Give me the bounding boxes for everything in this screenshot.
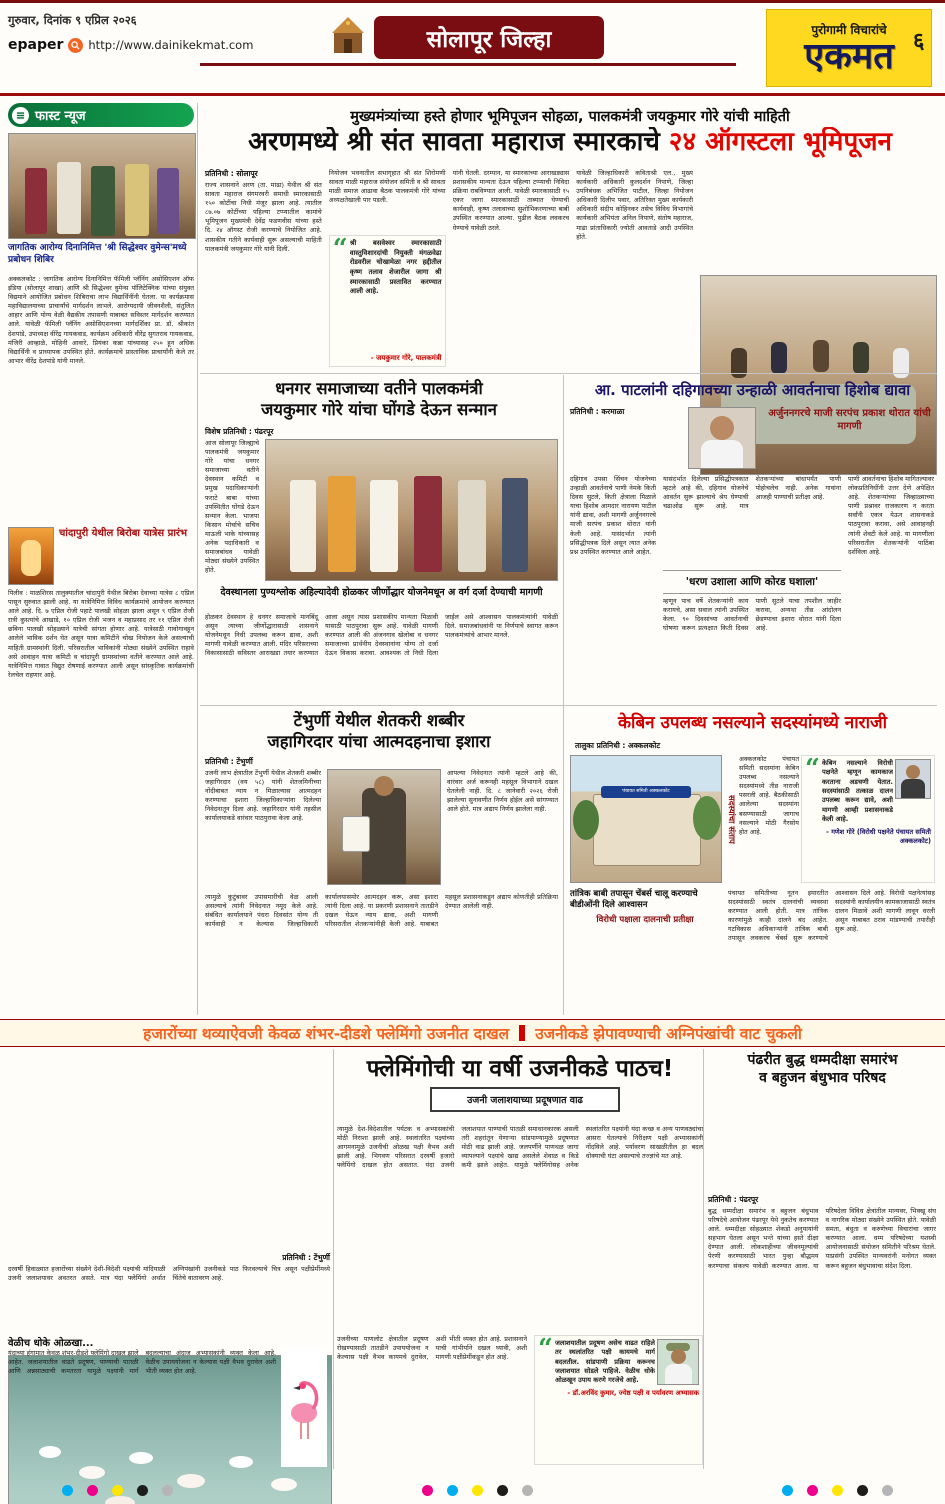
- fast-news-header: [8, 103, 194, 127]
- quote-mark-icon: “: [538, 1334, 553, 1364]
- portrait-head: [374, 776, 394, 796]
- buddha-cols: बुद्ध धम्मदीक्षा समारंभ व बहुजन बंधुभाव परिषदेचे आयोजन पंढरपूर येथे नुकतेच करण्यात आले. धम्मदीक्षा सोहळ्यात शेकडो अनुयायांनी सहभाग घेतला असून भन्ते यांच्या हस्ते दीक्षा देण्यात आली. लोकशाहीच्या जीवनमूल्यांची पेरणी करण्यासाठी भारत पुन्हा बौद्धमय करण्याचा संकल्प यावेळी करण्यात आला. या परिषदेला विविध क्षेत्रांतील मान्यवर, भिक्खू संघ व नागरिक मोठ्या संख्येने उपस्थित होते. यावेळी समता, बंधुता व करुणेच्या विचारांचा जागर करण्यात आला. धम्म परिषदेच्या यशस्वी आयोजनासाठी संयोजन समितीने परिश्रम घेतले. याप्रसंगी उपस्थित मान्यवरांनी मनोगत व्यक्त करून बहुजन बंधुभावाचा संदेश दिला.: [708, 1207, 936, 1270]
- dhangar-subhead: देवस्थानला पुण्यश्लोक अहिल्यादेवी होळकर जीर्णोद्धार योजनेमधून अ वर्ग दर्जा देण्याची मागणी: [220, 587, 543, 598]
- buddha-byline: प्रतिनिधी : पंढरपूर: [708, 1195, 759, 1204]
- patil-middle: [663, 475, 841, 701]
- color-dot-cyan: [447, 1485, 458, 1496]
- lead-col1: राज्य शासनाने अरण (ता. माढा) येथील श्री संत सावता महाराज संगमरवरी समाधी स्मारकासाठी १५० कोटींचा निधी मंजूर झाला आहे. त्यातील ८७.०७ कोटींच्या पहिल्या टप्प्यातील कामांचे भूमिपूजन मुख्यमंत्री देवेंद्र फडणवीस यांच्या हस्ते दि. २४ ऑगस्ट रोजी करण्याचे नियोजित आहे. शासकीय गतीने कार्यवाही सुरू असल्याची माहिती पालकमंत्री जयकुमार गोरे यांनी दिली.: [205, 181, 322, 253]
- flamingo-quote-box: [534, 1335, 703, 1465]
- flamingo-bottom-row: [337, 1335, 703, 1465]
- lead-quote-text: श्री बसवेश्वर स्मारकासाठी वास्तुविशारदांची नियुक्ती मंगळवेढा रोडवरील चोखामेळा नगर हद्दीतील कृष्ण तलाव शेजारील जागा श्री स्मारकासाठी प्रस्तावित करण्यात आली आहे.: [349, 239, 442, 296]
- color-dot-magenta: [87, 1485, 98, 1496]
- flamingo-cols: त्यामुळे देश-विदेशातील पर्यटक व अभ्यासकांची मोठी निराशा झाली आहे. स्थलांतरित पक्ष्यांच्या आगमनामुळे उजनीची ओळख पक्षी वैभव अशी झाली आहे. भिगवण परिसरात दरवर्षी हजारो फ्लेमिंगो दाखल होत असतात. यंदा उजनी जलाशयात पाण्याची पातळी समाधानकारक असली तरी शहरांतून येणाऱ्या सांडपाण्यामुळे प्रदूषणात मोठी वाढ झाली आहे. जलपर्णीने पाणथळ जागा व्यापल्याने पक्ष्यांचे खाद्य असलेले शेवाळ व किडे कमी झाले आहेत. यामुळे फ्लेमिंगोसह अनेक स्थलांतरित पक्ष्यांनी यंदा कच्छ व अन्य पाणवठ्यांचा आसरा घेतल्याचे निरीक्षण पक्षी अभ्यासकांनी नोंदविले आहे. पर्यावरण साखळीतील हा बदल धोक्याची घंटा असल्याचे तज्ज्ञांचे मत आहे.: [337, 1125, 703, 1170]
- flamingo-textB: यंदाच्या हंगामात केवळ शंभर-दीडशे फ्लेमिंगो दाखल झाले आहेत. जलाशयातील वाढते प्रदूषण, पाण्याची पातळी आणि अन्नसाठ्याची कमतरता यामुळे पक्ष्यांनी मार्ग बदलल्याचा अंदाज अभ्यासकांनी व्यक्त केला आहे. वेळीच उपाययोजना न केल्यास पक्षी वैभव दुरावेल अशी भीती व्यक्त होत आहे.: [8, 1349, 276, 1376]
- epaper-row: [8, 37, 253, 53]
- flamingo-bird: [177, 1474, 205, 1488]
- tree: [573, 800, 599, 840]
- person-figure: [25, 168, 47, 234]
- lead-byline: प्रतिनिधी : सोलापूर: [205, 169, 258, 178]
- patil-subrow: [570, 407, 935, 471]
- dhangar-left-col: आज सोलापूर जिल्ह्याचे पालकमंत्री जयकुमार गोरे यांचा धनगर समाजाच्या वतीने देवस्थान कमिटी व प्रमुख पदाधिकाऱ्यांनी फराटे बाबा यांच्या उपस्थितीत घोंगडे देऊन सन्मान केला. भाजपा किसान मोर्चाचे सचिव माऊली भाके यांच्यासह अनेक पदाधिकारी व समाजबांधव यावेळी मोठ्या संख्येने उपस्थित होते.: [205, 439, 259, 575]
- patil-colA: दहिगाव उपसा सिंचन योजनेच्या उन्हाळी आवर्तनाचे पाणी नेमके किती दिवस सुटले, किती क्षेत्राला मिळाले याचा हिशोब आमदार नारायण पाटील यांनी द्यावा, अशी मागणी अर्जुननगरचे माजी सरपंच प्रकाश थोरात यांनी केली आहे. यासंदर्भात त्यांनी प्रसिद्धीपत्रक दिले असून त्यात अनेक प्रश्न उपस्थित करण्यात आले आहेत.: [570, 475, 656, 556]
- quote-mark-icon: “: [332, 234, 348, 264]
- person-figure: [370, 480, 398, 572]
- portrait-shoulders: [701, 440, 743, 468]
- header-rule: [0, 93, 945, 96]
- dhangar-byline: विशेष प्रतिनिधी : पंढरपूर: [205, 427, 274, 436]
- lead-headline: [205, 127, 935, 158]
- fast-news-item2-body: पिलीव : माळशिरस तालुक्यातील चांदापुरी येथील बिरोबा देवाच्या यात्रेस ८ एप्रिल पासून सुरुवात झाली आहे. या यात्रेनिमित्त विविध कार्यक्रमांचे आयोजन करण्यात आले आहे. दि. ७ एप्रिल रोजी पहाटे पालखी सोहळा झाला असून ९ एप्रिल रोजी रात्री कुस्त्यांचे आखाडे, १० एप्रिल रोजी भजन व महाप्रसाद तर ११ एप्रिल रोजी छबिना पालखी सोहळ्याने यात्रेची सांगता होणार आहे. यात्रेसाठी गावोगावहून आलेले भाविक दर्शन घेत असून यात्रा कमिटीने चोख नियोजन केले असल्याची माहिती ग्रामस्थांनी दिली. परिसरातील भाविकांनी मोठ्या संख्येने उपस्थित राहावे असे आवाहन यात्रा कमिटी व चांदापुरी ग्रामस्थांच्या वतीने करण्यात आले आहे. यात्रेनिमित्त गावात विद्युत रोषणाई करण्यात आली असून सांस्कृतिक कार्यक्रमांची रेलचेल राहणार आहे.: [8, 589, 194, 679]
- list-icon: [12, 107, 29, 124]
- banner-right-text: उजनीकडे झेपावण्याची अग्निपंखांची वाट चुकली: [535, 1025, 802, 1043]
- person-figure: [91, 166, 115, 236]
- fast-news-photo: [8, 133, 196, 239]
- patil-col-top: यासंदर्भात दिलेल्या प्रसिद्धीपत्रकात म्हटले आहे की, दहिगाव योजनेचे आवर्तन सुरू झाल्याचे श्रेय घेण्याची चढाओढ सुरू आहे. मात्र शेतकऱ्यांच्या बांधापर्यंत पाणी पोहोचलेच नाही. अनेक गावांना आजही पाण्याची प्रतीक्षा आहे.: [663, 475, 841, 511]
- edition-underline: [200, 63, 736, 66]
- fast-news-item2: [8, 527, 194, 585]
- flamingo-byline: प्रतिनिधी : टेंभुर्णी: [282, 1253, 330, 1262]
- flamingo-quote-attr: - डॉ.अरविंद कुमार, ज्येष्ठ पक्षी व पर्यावरण अभ्यासक: [567, 1388, 699, 1397]
- buddha-headline-line1: पंढरीत बुद्ध धम्मदीक्षा समारंभ: [747, 1052, 898, 1068]
- cabin-bottom-row: [570, 889, 935, 1011]
- registration-marks-left: [62, 1485, 173, 1496]
- cabin-quote-text: केबिन नसल्याने विरोधी पक्षनेते म्हणून कामकाज करताना अडचणी येतात. सदस्यांसाठी तत्काळ दालन उपलब्ध करून द्यावे, अशी मागणी आम्ही प्रशासनाकडे केली आहे.: [821, 759, 893, 824]
- color-dot-gray: [882, 1485, 893, 1496]
- person-figure: [771, 342, 787, 374]
- color-dot-yellow: [832, 1485, 843, 1496]
- flamingo-bird: [105, 1496, 135, 1504]
- temple-logo-icon: [326, 15, 370, 59]
- person-figure: [414, 476, 442, 572]
- divider-bottom-2: [703, 1049, 704, 1469]
- masthead-box: [766, 9, 932, 87]
- cabin-portrait: [895, 759, 931, 799]
- lead-col2: नियोजन भवनातील सभागृहात श्री संत शिरोमणी सावता माळी महाराज संयोजन समिती व श्री सावता माळी समाज आढावा बैठक पालकमंत्री गोरे यांच्या अध्यक्षतेखाली पार पडली.: [328, 169, 446, 205]
- portrait-head: [710, 416, 734, 440]
- color-dot-gray: [162, 1485, 173, 1496]
- cabin-subheads: [570, 889, 720, 1011]
- cabin-headline: केबिन उपलब्ध नसल्याने सदस्यांमध्ये नाराजी: [618, 713, 887, 733]
- portrait-shoulders: [665, 1364, 692, 1384]
- dhangar-top: [205, 439, 558, 581]
- flamingo-box-subhead: उजनी जलाशयाच्या प्रदूषणात वाढ: [430, 1087, 620, 1112]
- patil-center-quote: 'धरण उशाला आणि कोरड घशाला': [663, 570, 841, 594]
- person-figure: [125, 164, 149, 236]
- color-dot-black: [137, 1485, 148, 1496]
- flamingo-illustration-icon: [281, 1349, 327, 1467]
- building-block: [593, 794, 701, 866]
- color-dot-black: [857, 1485, 868, 1496]
- patil-portrait-photo: [688, 407, 756, 469]
- flamingo-quote-text: जलाशयातील प्रदूषण असेच वाढत राहिले तर स्थलांतरित पक्षी कायमचे मार्ग बदलतील. सांडपाणी प्रक्रिया करूनच जलाशयात सोडले पाहिजे. वेळीच धोके ओळखून उपाय करणे गरजेचे आहे.: [554, 1339, 655, 1385]
- fast-news-title: फास्ट न्यूज: [35, 109, 86, 124]
- edition-title: सोलापूर जिल्हा: [426, 26, 552, 53]
- cabin-top: [570, 755, 935, 883]
- tembhurni-photo: [327, 769, 441, 885]
- portrait-head: [671, 1349, 686, 1364]
- patil-col-bottom: म्हणून पाच वर्षे शेतकऱ्यांनी काय करायचे, असा सवाल त्यांनी उपस्थित केला. ९० दिवसांच्या आवर्तनाची घोषणा करून प्रत्यक्षात किती दिवस पाणी सुटले याचा तपशील जाहीर करावा, अन्यथा तीव्र आंदोलन छेडण्याचा इशारा थोरात यांनी दिला आहे.: [663, 597, 841, 633]
- flamingo-col-bottom: उजनीच्या पाणलोट क्षेत्रातील प्रदूषण रोखण्यासाठी तातडीने उपाययोजना न केल्यास पक्षी वैभव कायमचे दुरावेल, अशी भीती व्यक्त होत आहे. प्रशासनाने याची गांभीर्याने दखल घ्यावी, अशी मागणी पक्षीप्रेमींकडून होत आहे.: [337, 1335, 527, 1362]
- document-paper: [342, 816, 370, 852]
- buddha-headline-line2: व बहुजन बंधुभाव परिषद: [759, 1070, 886, 1087]
- cabin-quote-attr: - गणेश गोरे (विरोधी पक्षनेते पंचायत समिती अक्कलकोट): [826, 827, 931, 845]
- cabin-sub2: विरोधी पक्षाला दालनाची प्रतीक्षा: [596, 915, 694, 926]
- patil-byline: प्रतिनिधी : करमाळा: [570, 407, 625, 416]
- tree: [693, 796, 721, 840]
- page-number: ६: [913, 29, 925, 54]
- tembhurni-bottom: त्यामुळे कुटुंबावर उपासमारीची वेळ आली असल्याचे त्यांनी निवेदनात नमूद केले आहे. संबंधित कार्यालयाने पंधरा दिवसांत योग्य ती कार्यवाही न केल्यास जिल्हाधिकारी कार्यालयासमोर आत्मदहन करू, असा इशारा त्यांनी दिला आहे. या प्रकरणी प्रशासनाने तातडीने दखल घेऊन न्याय द्यावा, अशी मागणी परिसरातील शेतकऱ्यांनीही केली आहे. याबाबत महसूल प्रशासनाकडून अद्याप कोणतीही प्रतिक्रिया देण्यात आलेली नाही.: [205, 893, 558, 929]
- masthead-tagline: पुरोगामी विचारांचे: [811, 22, 887, 37]
- tembhurni-headline-line2: जहागिरदार यांचा आत्मदहनाचा इशारा: [267, 731, 491, 751]
- portrait-shoulders: [901, 779, 925, 798]
- dhangar-headline-line1: धनगर समाजाच्या वतीने पालकमंत्री: [275, 379, 483, 398]
- banner-left-text: हजारोंच्या थव्याऐवजी केवळ शंभर-दीडशे फ्लेमिंगो उजनीत दाखल: [143, 1025, 510, 1043]
- divider-bottom-1: [333, 1049, 334, 1469]
- fast-news-item1-body: अक्कलकोट : जागतिक आरोग्य दिनानिमित्त फॅमिली प्लॅनिंग असोसिएशन ऑफ इंडिया (सोलापूर शाखा) आणि श्री सिद्धेश्वर वुमेन्स पॉलिटेक्निक यांच्या संयुक्त विद्यमाने आयोजित प्रबोधन शिबिराचा लाभ विद्यार्थिनींनी घेतला. या कार्यक्रमास महाविद्यालयाच्या प्राचार्यांचे मार्गदर्शन लाभले. आरोग्यदायी जीवनशैली, संतुलित आहार आणि योग्य वेळी वैद्यकीय तपासणी याबाबत सविस्तर मार्गदर्शन करण्यात आले. यावेळी फॅमिली प्लॅनिंग असोसिएशनच्या मार्गदर्शिका प्रा. डॉ. श्रीकांत देशपांडे, उपाध्यक्ष वीरेंद्र गायकवाड, कार्यक्रम अधिकारी वीरेंद्र सुगतराव गायकवाड, मंजिरी आव्हाळे, मोहिनी आवारे, प्रियंका कन्ना यांच्यासह २५० हून अधिक विद्यार्थिनी व प्राध्यापक उपस्थित होते. कार्यक्रमाचे प्रास्ताविक प्राचार्यांनी केले तर आभार वीरेंद्र देशपांडे यांनी मानले.: [8, 275, 194, 365]
- lead-col2-wrap: [329, 169, 446, 367]
- color-dot-yellow: [472, 1485, 483, 1496]
- lead-kicker: मुख्यमंत्र्यांच्या हस्ते होणार भूमिपूजन सोहळा, पालकमंत्री जयकुमार गोरे यांची माहिती: [350, 109, 790, 125]
- flamingo-headline: फ्लेमिंगोची या वर्षी उजनीकडे पाठच!: [366, 1056, 674, 1082]
- lead-headline-black: अरणमध्ये श्री संत सावता महाराज स्मारकाचे: [248, 127, 660, 157]
- divider-fastnews-main: [197, 103, 198, 1015]
- lead-col4: यावेळी जिल्हाधिकारी कविताश्री एल., मुख्य कार्यकारी अधिकारी कुलदर्शन निपाणे, जिल्हा उपनिबंधक अभिजित पाटील, जिल्हा नियोजन अधिकारी दिलीप पवार, अतिरिक्त मुख्य कार्यकारी अधिकारी संदीप कोहिनकर तसेच विविध विभागांचे कार्यकारी अभियंता अनिल निपाणे, संतोष महाराज, माढा प्रांताधिकारी ज्योती आवताडे आदी उपस्थित होते.: [576, 169, 693, 241]
- flamingo-textA: दरवर्षी हिवाळ्यात हजारोंच्या संख्येने देशी-विदेशी पक्ष्यांची मांदियाळी उजनी जलाशयावर अवतरत असते. मात्र यंदा फ्लेमिंगो अर्थात अग्निपंखांनी उजनीकडे पाठ फिरवल्याचे चित्र असून पक्षीप्रेमींमध्ये चिंतेचे वातावरण आहे.: [8, 1265, 330, 1283]
- lead-quote-attr: - जयकुमार गोरे, पालकमंत्री: [370, 354, 442, 362]
- person-figure: [853, 342, 869, 374]
- color-dot-magenta: [807, 1485, 818, 1496]
- color-dot-cyan: [782, 1485, 793, 1496]
- tembhurni-headline-line1: टेंभुर्णी येथील शेतकरी शब्बीर: [293, 711, 465, 730]
- lead-col3: यांनी घेतली. दरम्यान, या स्मारकाच्या आराखड्यास प्रशासकीय मान्यता देऊन पहिल्या टप्प्याची निविदा प्रक्रिया राबविण्यात आली. यावेळी स्मारकासाठी १५ एकर जागा स्मारकासाठी ताब्यात घेण्याची कार्यवाही, कृष्ण तलावाच्या सुशोभिकरणाच्या बाबी उपस्थित करण्यात आल्या. पुढील बैठक लवकरच घेण्याचे यावेळी ठरले.: [452, 169, 570, 232]
- registration-marks-center: [422, 1485, 533, 1496]
- person-figure: [502, 478, 528, 572]
- person-figure: [813, 340, 829, 372]
- epaper-label: epaper: [8, 37, 64, 53]
- patil-body: [570, 475, 935, 701]
- fast-news-item1-heading: जागतिक आरोग्य दिनानिमित्त 'श्री सिद्धेश्वर वुमेन्स'मध्ये प्रबोधन शिबिर: [8, 243, 187, 265]
- flamingo-textB-row: [8, 1349, 330, 1467]
- person-figure: [157, 168, 179, 234]
- portrait-head: [906, 765, 920, 779]
- registration-marks-right: [782, 1485, 893, 1496]
- cabin-sub1: तांत्रिक बाबी तपासून चेंबर्स चालू करण्याचे बीडीओंनी दिले आश्वासन: [570, 889, 698, 911]
- color-dot-cyan: [62, 1485, 73, 1496]
- dhangar-headline: [200, 379, 558, 420]
- lead-headline-red: २४ ऑगस्टला भूमिपूजन: [659, 127, 892, 157]
- color-dot-yellow: [112, 1485, 123, 1496]
- cabin-byline: तालुका प्रतिनिधी : अक्कलकोट: [575, 741, 661, 750]
- date-line: गुरुवार, दिनांक ९ एप्रिल २०२६: [8, 13, 137, 27]
- divider-h2: [200, 705, 937, 706]
- patil-side-head: अर्जुननगरचे माजी सरपंच प्रकाश थोरात यांची मागणी: [768, 408, 931, 432]
- color-dot-magenta: [422, 1485, 433, 1496]
- signboard: पंचायत समिती अक्कलकोट: [601, 786, 691, 798]
- flamingo-left-subhead: वेळीच धोके ओळखा...: [8, 1338, 94, 1349]
- flamingo-bird: [79, 1466, 105, 1479]
- dhangar-headline-line2: जयकुमार गोरे यांचा घोंगडे देऊन सन्मान: [261, 399, 497, 419]
- dhangar-cols: होळकर देवस्थान हे धनगर समाजाचे मानबिंदू असून त्याच्या जीर्णोद्धारासाठी शासनाने योजनेमधून निधी उपलब्ध करून द्यावा, अशी मागणी यावेळी करण्यात आली. मंदिर परिसराच्या विकासासाठी सविस्तर आराखडा तयार करण्यात आला असून त्यास प्रशासकीय मान्यता मिळावी यासाठी पाठपुरावा सुरू आहे. यावेळी मागणी करण्यात आली की अंजनगाव खेलोबा व धनगर समाजाच्या प्रार्थनीय देवस्थानांना योग्य तो दर्जा देऊन विकास करावा. आवश्यक तो निधी दिला जाईल असे आश्वासन पालकमंत्र्यांनी यावेळी दिले. समाजबांधवांनी या निर्णयाचे स्वागत करून पालकमंत्र्यांचे आभार मानले.: [205, 613, 558, 658]
- tembhurni-byline: प्रतिनिधी : टेंभुर्णी: [205, 757, 253, 766]
- quote-mark-icon: “: [805, 754, 820, 784]
- flamingo-bird: [271, 1478, 297, 1491]
- cabin-vertical-strip: सदस्यांचा संताप: [726, 794, 736, 844]
- cabin-colM: अक्कलकोट पंचायत समिती सदस्यांना केबिन उपलब्ध नसल्याने सदस्यांमध्ये तीव्र नाराजी पसरली आहे. बैठकीसाठी आलेल्या सदस्यांना बसण्यासाठी जागाच नसल्याने मोठी गैरसोय होत आहे.: [739, 755, 799, 836]
- divider-middle: [563, 375, 564, 1015]
- patil-colD: पाणी आवर्तनाचा हिशोब मागितल्यावर लोकप्रतिनिधींनी उत्तर देणे अपेक्षित आहे. शेतकऱ्यांच्या जिव्हाळ्याच्या पाणी प्रश्नावर राजकारण न करता सर्वांनी एकत्र येऊन शासनाकडे पाठपुरावा करावा, असे आवाहनही त्यांनी शेवटी केले आहे. या मागणीला परिसरातील शेतकऱ्यांनी पाठिंबा दर्शविला आहे.: [848, 475, 934, 556]
- lead-body: [205, 169, 693, 367]
- buddha-headline: [708, 1051, 937, 1087]
- person-figure: [290, 480, 316, 572]
- deity-figure: [21, 540, 41, 576]
- search-icon: [68, 38, 83, 53]
- website-url[interactable]: http://www.dainikekmat.com: [88, 38, 254, 52]
- patil-headline: आ. पाटलांनी दहिगावच्या उन्हाळी आवर्तनाचा हिशोब द्यावा: [594, 381, 911, 399]
- person-figure: [328, 476, 356, 572]
- cabin-quote-box: [801, 755, 935, 883]
- cabin-building-photo: [570, 755, 722, 883]
- flamingo-banner: [0, 1019, 945, 1047]
- tembhurni-colL: उजनी लाभ क्षेत्रातील टेंभुर्णी येथील शेतकरी शब्बीर जहागिरदार (वय ५८) यांनी शेतजमिनीच्या नोंदीबाबत न्याय न मिळाल्यास आत्मदहन करण्याचा इशारा जिल्हाधिकाऱ्यांना दिलेल्या निवेदनातून दिला आहे. जहागिरदार यांनी तहसील कार्यालयाकडे वारंवार पाठपुरावा केला आहे.: [205, 769, 321, 823]
- cabin-bottom-text: पंचायत समितीच्या नूतन इमारतीत सदस्यांसाठी स्वतंत्र दालनांची व्यवस्था करण्यात आली होती. मात्र तांत्रिक कारणांमुळे काही दालने बंद आहेत. गटविकास अधिकाऱ्यांनी तांत्रिक बाबी तपासून लवकरच चेंबर्स सुरू करण्याचे आश्वासन दिले आहे. विरोधी पक्षनेत्यांसह सदस्यांनी कार्यालयीन कामकाजासाठी स्वतंत्र दालन मिळावे अशी मागणी लावून धरली असून याबाबत ठराव मांडण्याची तयारीही सुरू आहे.: [728, 889, 935, 943]
- tembhurni-top: [205, 769, 558, 885]
- deity-photo: [8, 527, 54, 585]
- fast-news-item2-heading: चांदापुरी येथील बिरोबा यात्रेस प्रारंभ: [59, 528, 188, 539]
- person-figure: [458, 480, 486, 572]
- person-figure: [57, 162, 81, 234]
- lead-quote-box: [329, 235, 446, 367]
- color-dot-gray: [522, 1485, 533, 1496]
- color-dot-black: [497, 1485, 508, 1496]
- tembhurni-headline: [200, 711, 558, 752]
- red-separator-bar: [519, 1025, 525, 1041]
- lead-col1-wrap: [205, 169, 322, 367]
- edition-title-box: [374, 16, 604, 59]
- dhangar-photo: [265, 439, 558, 581]
- tembhurni-colR: आपल्या निवेदनात त्यांनी म्हटले आहे की, वारंवार अर्ज करूनही महसूल विभागाने दखल घेतलेली नाही. दि. ८ जानेवारी २०२६ रोजी झालेल्या सुनावणीत निर्णय होईल असे सांगण्यात आले होते. मात्र अद्याप निर्णय झालेला नाही.: [447, 769, 558, 814]
- masthead-title: एकमत: [804, 35, 894, 77]
- divider-h1: [200, 373, 937, 374]
- expert-portrait: [657, 1339, 699, 1385]
